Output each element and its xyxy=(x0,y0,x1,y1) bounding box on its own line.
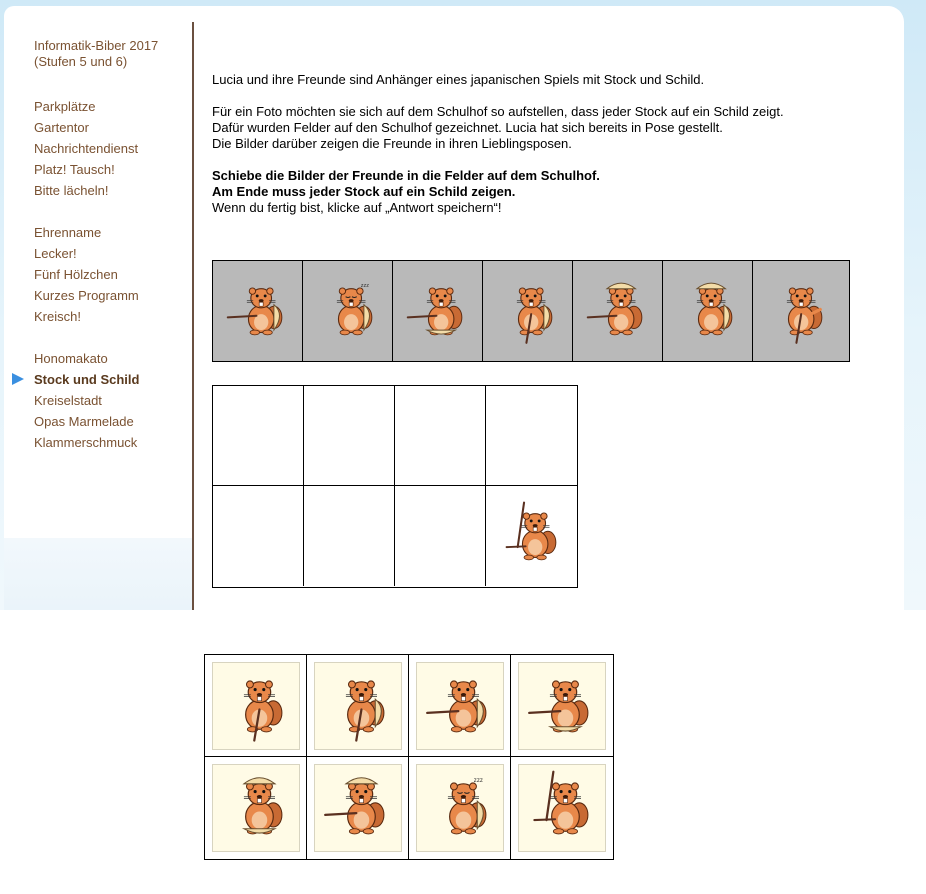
pose-slot[interactable] xyxy=(663,261,753,361)
nav-item-kreisch[interactable]: Kreisch! xyxy=(34,309,81,324)
friend-card[interactable] xyxy=(416,662,504,750)
answer-slot[interactable] xyxy=(307,757,409,859)
svg-text:zzz: zzz xyxy=(360,283,369,290)
nav-item-honomakato[interactable]: Honomakato xyxy=(34,351,108,366)
nav-item-opas-marmelade[interactable]: Opas Marmelade xyxy=(34,414,134,429)
task-group-3 xyxy=(34,348,190,453)
answer-slot[interactable] xyxy=(409,757,511,859)
pose-slot[interactable] xyxy=(573,261,663,361)
instruction-bold: Am Ende muss jeder Stock auf ein Schild zeigen. xyxy=(212,184,516,199)
task-group-2 xyxy=(34,222,190,327)
nav-item-platz-tausch[interactable]: Platz! Tausch! xyxy=(34,162,115,177)
instructions-paragraph xyxy=(212,168,872,216)
answer-slot[interactable] xyxy=(511,757,613,859)
beaver-icon xyxy=(524,668,600,744)
answer-pieces xyxy=(204,654,614,860)
answer-slot[interactable] xyxy=(511,655,613,757)
nav-item-fuenf-hoelzchen[interactable]: Fünf Hölzchen xyxy=(34,267,118,282)
beaver-icon xyxy=(497,501,567,571)
friend-card[interactable] xyxy=(518,662,606,750)
schoolyard-field[interactable] xyxy=(304,386,395,486)
beaver-icon xyxy=(218,668,294,744)
nav-item-stock-und-schild[interactable] xyxy=(34,369,190,390)
description-line: Für ein Foto möchten sie sich auf dem Schulhof so aufstellen, dass jeder Stock auf ein Schild zeigt. xyxy=(212,104,784,119)
beaver-icon xyxy=(422,668,498,744)
nav-item-parkplaetze[interactable]: Parkplätze xyxy=(34,99,96,114)
nav-item-nachrichtendienst[interactable]: Nachrichtendienst xyxy=(34,141,139,156)
schoolyard-grid xyxy=(212,385,578,588)
friend-card[interactable] xyxy=(314,662,402,750)
nav-item-ehrenname[interactable]: Ehrenname xyxy=(34,225,102,240)
beaver-icon xyxy=(313,276,383,346)
current-task-arrow-icon xyxy=(12,373,24,385)
schoolyard-field[interactable] xyxy=(395,486,486,586)
nav-item-label: Stock und Schild xyxy=(34,372,140,387)
beaver-icon xyxy=(524,770,600,846)
pose-slot[interactable] xyxy=(753,261,843,361)
schoolyard-field[interactable] xyxy=(486,386,577,486)
answer-slot[interactable] xyxy=(205,757,307,859)
description-line: Dafür wurden Felder auf den Schulhof gezeichnet. Lucia hat sich bereits in Pose gestellt. xyxy=(212,120,723,135)
intro-text: Lucia und ihre Freunde sind Anhänger eines japanischen Spiels mit Stock und Schild. xyxy=(212,72,705,87)
nav-item-klammerschmuck[interactable]: Klammerschmuck xyxy=(34,435,138,450)
beaver-icon xyxy=(403,276,473,346)
svg-text:zzz: zzz xyxy=(473,778,483,785)
instruction-bold: Schiebe die Bilder der Freunde in die Felder auf dem Schulhof. xyxy=(212,168,600,183)
nav-item-bitte-laecheln[interactable]: Bitte lächeln! xyxy=(34,183,109,198)
schoolyard-field-lucia[interactable] xyxy=(486,486,577,586)
instruction-save: Wenn du fertig bist, klicke auf „Antwort speichern“! xyxy=(212,200,502,215)
beaver-icon xyxy=(763,276,833,346)
sidebar-divider xyxy=(192,22,194,610)
beaver-icon xyxy=(223,276,293,346)
answer-slot[interactable] xyxy=(307,655,409,757)
nav-item-gartentor[interactable]: Gartentor xyxy=(34,120,89,135)
schoolyard-field[interactable] xyxy=(304,486,395,586)
schoolyard-field[interactable] xyxy=(213,386,304,486)
contest-title-line1: Informatik-Biber 2017 xyxy=(34,38,159,53)
beaver-icon xyxy=(493,276,563,346)
schoolyard-field[interactable] xyxy=(395,386,486,486)
nav-item-kurzes-programm[interactable]: Kurzes Programm xyxy=(34,288,139,303)
contest-title xyxy=(34,38,190,70)
task-group-1 xyxy=(34,96,190,201)
beaver-icon xyxy=(673,276,743,346)
beaver-icon xyxy=(583,276,653,346)
nav-item-kreiselstadt[interactable]: Kreiselstadt xyxy=(34,393,102,408)
answer-slot[interactable] xyxy=(409,655,511,757)
sidebar-fade xyxy=(4,538,192,610)
friend-card[interactable] xyxy=(212,764,300,852)
contest-title-line2: (Stufen 5 und 6) xyxy=(34,54,128,69)
friend-card[interactable] xyxy=(416,764,504,852)
friend-card[interactable] xyxy=(518,764,606,852)
friends-pose-bar xyxy=(212,260,850,362)
task-description xyxy=(212,72,872,232)
beaver-icon xyxy=(320,770,396,846)
sidebar xyxy=(34,38,190,474)
friend-card[interactable] xyxy=(212,662,300,750)
friend-card[interactable] xyxy=(314,764,402,852)
pose-slot[interactable] xyxy=(393,261,483,361)
beaver-icon xyxy=(320,668,396,744)
pose-slot[interactable] xyxy=(213,261,303,361)
beaver-icon xyxy=(218,770,294,846)
pose-slot[interactable] xyxy=(483,261,573,361)
schoolyard-field[interactable] xyxy=(213,486,304,586)
nav-item-lecker[interactable]: Lecker! xyxy=(34,246,77,261)
description-line: Die Bilder darüber zeigen die Freunde in ihren Lieblingsposen. xyxy=(212,136,572,151)
beaver-icon xyxy=(422,770,498,846)
description-paragraph xyxy=(212,104,872,152)
pose-slot[interactable] xyxy=(303,261,393,361)
answer-slot[interactable] xyxy=(205,655,307,757)
